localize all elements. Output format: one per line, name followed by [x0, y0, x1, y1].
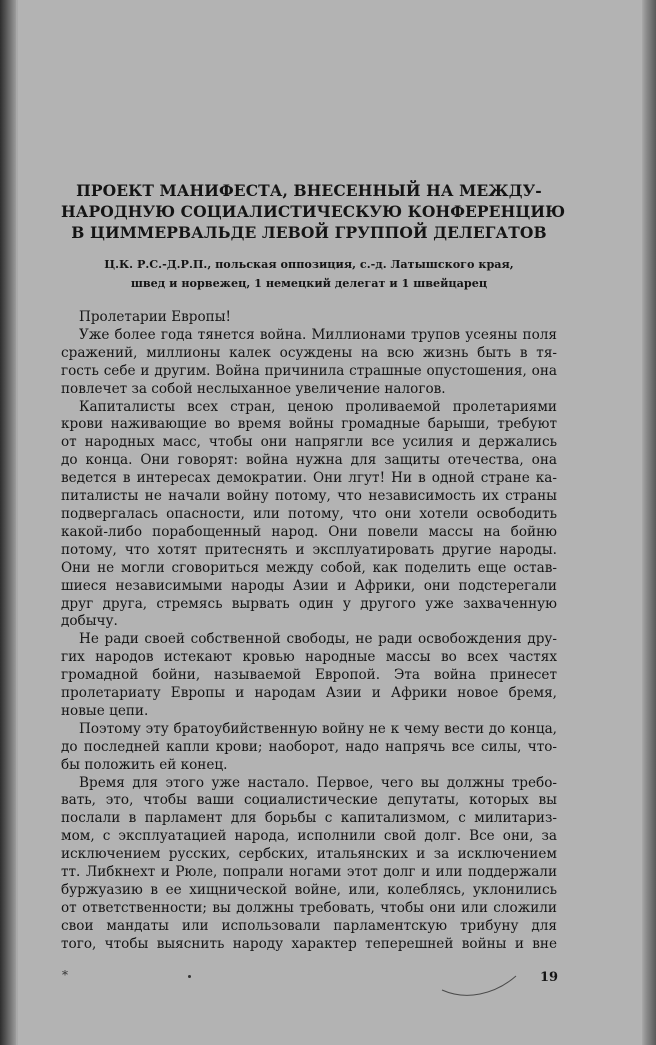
text-line: гость себе и другим. Война причинила страшные опустошения, она [61, 362, 557, 379]
text-line: потому, что хотят притеснять и эксплуатировать другие народы. [61, 541, 557, 558]
text-line: повлечет за собой неслыханное увеличение налогов. [61, 380, 446, 397]
text-line: Уже более года тянется война. Миллионами трупов усеяны поля [79, 326, 557, 343]
text-line: вать, это, чтобы ваши социалистические депутаты, которых вы [61, 792, 557, 809]
text-line: питалисты не начали войну потому, что независимость их страны [61, 488, 557, 505]
text-line: крови наживающие во время войны громадные барыши, требуют [61, 416, 557, 433]
text-line: пролетариату Европы и народам Азии и Африки новое бремя, [61, 685, 557, 702]
document-body [61, 309, 557, 954]
text-line: Время для этого уже настало. Первое, чего вы должны требо- [79, 774, 557, 791]
title-line: ПРОЕКТ МАНИФЕСТА, ВНЕСЕННЫЙ НА МЕЖДУ- [76, 181, 542, 200]
text-line: бы положить ей конец. [61, 756, 228, 773]
page-edge-shadow [642, 0, 656, 1045]
text-line: буржуазию в ее хищнической войне, или, колеблясь, уклонились [61, 882, 557, 898]
binding-shadow [0, 0, 16, 1045]
text-line: исключением русских, сербских, итальянских и за исключением [61, 846, 557, 863]
document-subtitle [61, 255, 557, 293]
text-line: шиеся независимыми народы Азии и Африки, они подстерегали [61, 577, 557, 594]
text-line: громадной бойни, называемой Европой. Эта война принесет [61, 667, 557, 684]
text-line: свои мандаты или использовали парламентскую трибуну для [61, 917, 557, 934]
text-line: ведется в интересах демократии. Они лгут! Ни в одной стране ка- [61, 470, 557, 487]
text-line: от ответственности; вы должны требовать, чтобы они или сложили [61, 899, 557, 916]
text-line: до конца. Они говорят: война нужна для защиты отечества, она [61, 452, 557, 469]
subtitle-line: Ц.К. Р.С.-Д.Р.П., польская оппозиция, с.-д. Латышского края, [104, 257, 514, 271]
text-line: друг друга, стремясь вырвать один у другого уже захваченную [61, 595, 557, 612]
text-line: того, чтобы выяснить народу характер теперешней войны и вне [61, 935, 557, 952]
text-line: какой-либо порабощенный народ. Они повели массы на бойню [61, 523, 557, 540]
subtitle-line: швед и норвежец, 1 немецкий делегат и 1 швейцарец [130, 276, 488, 290]
text-line: подвергалась опасности, или потому, что они хотели освободить [61, 505, 557, 522]
title-line: НАРОДНУЮ СОЦИАЛИСТИЧЕСКУЮ КОНФЕРЕНЦИЮ [61, 202, 566, 221]
text-line: Они не могли сговориться между собой, как поделить еще остав- [61, 559, 557, 576]
text-line: до последней капли крови; наоборот, надо напрячь все силы, что- [61, 738, 557, 755]
text-line: добычу. [61, 613, 118, 630]
text-line: Капиталисты всех стран, ценою проливаемой пролетариями [79, 398, 557, 415]
text-line: Не ради своей собственной свободы, не ради освобождения дру- [79, 631, 557, 648]
text-line: гих народов истекают кровью народные массы во всех частях [61, 649, 557, 666]
text-line: сражений, миллионы калек осуждены на всю жизнь быть в тя- [61, 344, 557, 361]
title-line: В ЦИММЕРВАЛЬДЕ ЛЕВОЙ ГРУППОЙ ДЕЛЕГАТОВ [71, 223, 547, 242]
text-line: мом, с эксплуатацией народа, исполнили свой долг. Все они, за [61, 828, 557, 845]
pencil-stroke-mark [440, 970, 520, 1000]
text-line: Пролетарии Европы! [79, 309, 231, 325]
page-number: 19 [540, 970, 559, 985]
text-line: тт. Либкнехт и Рюле, попрали ногами этот долг и или поддержали [61, 864, 557, 881]
text-line: послали в парламент для борьбы с капитализмом, с милитариз- [61, 810, 557, 827]
text-line: от народных масс, чтобы они напрягли все усилия и держались [61, 434, 557, 451]
document-title [61, 180, 566, 243]
footer-mark: * [62, 968, 68, 982]
text-line: Поэтому эту братоубийственную войну не к чему вести до конца, [79, 720, 557, 737]
text-line: новые цепи. [61, 702, 149, 719]
document-content [61, 180, 566, 954]
ink-speck [188, 975, 191, 978]
